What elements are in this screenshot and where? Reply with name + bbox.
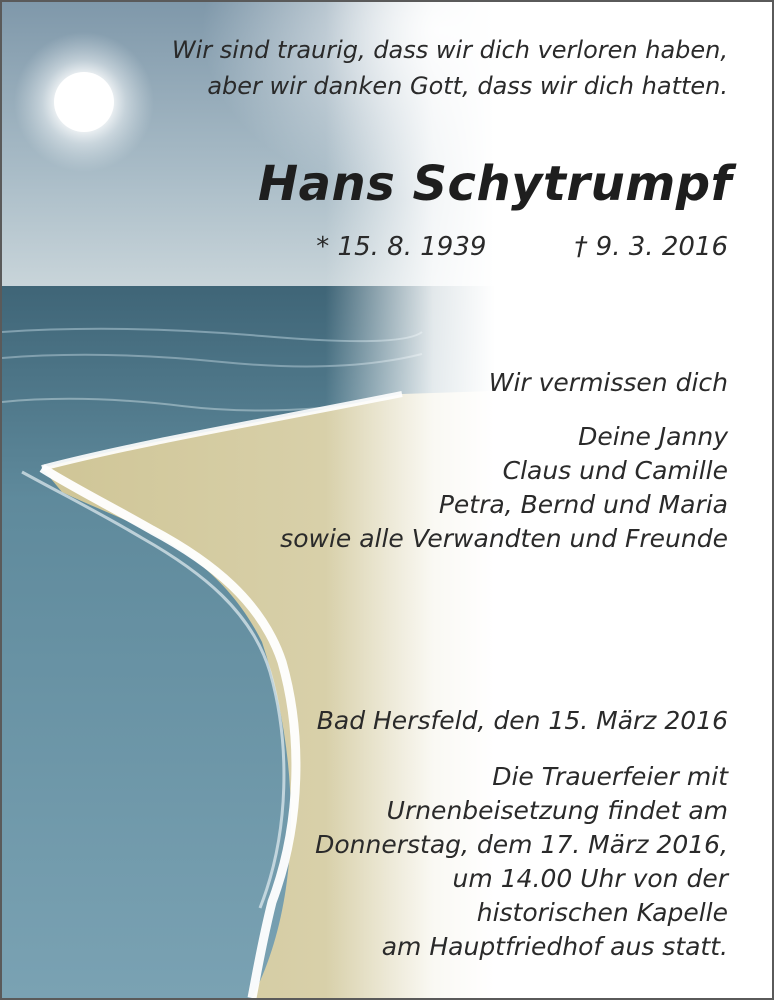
mourner-line: Deine Janny [578, 422, 728, 451]
ceremony-line: um 14.00 Uhr von der [452, 864, 728, 893]
mourner-line: sowie alle Verwandten und Freunde [280, 524, 728, 553]
ceremony-line: Urnenbeisetzung findet am [386, 796, 728, 825]
memorial-quote [172, 32, 728, 104]
mourners-list [280, 420, 728, 556]
deceased-name: Hans Schytrumpf [257, 156, 732, 212]
quote-line: Wir sind traurig, dass wir dich verloren haben, [171, 36, 728, 64]
place-and-date: Bad Hersfeld, den 15. März 2016 [316, 706, 728, 735]
mourner-line: Petra, Bernd und Maria [438, 490, 728, 519]
birth-date: * 15. 8. 1939 [316, 232, 487, 262]
death-date: † 9. 3. 2016 [574, 232, 728, 262]
ceremony-line: Die Trauerfeier mit [492, 762, 728, 791]
farewell-message: Wir vermissen dich [488, 368, 728, 397]
quote-line: aber wir danken Gott, dass wir dich hatten. [207, 72, 728, 100]
ceremony-line: am Hauptfriedhof aus statt. [381, 932, 728, 961]
ceremony-line: Donnerstag, dem 17. März 2016, [315, 830, 728, 859]
ceremony-line: historischen Kapelle [476, 898, 728, 927]
life-dates [316, 230, 728, 264]
ceremony-details [315, 760, 728, 964]
mourner-line: Claus und Camille [502, 456, 728, 485]
